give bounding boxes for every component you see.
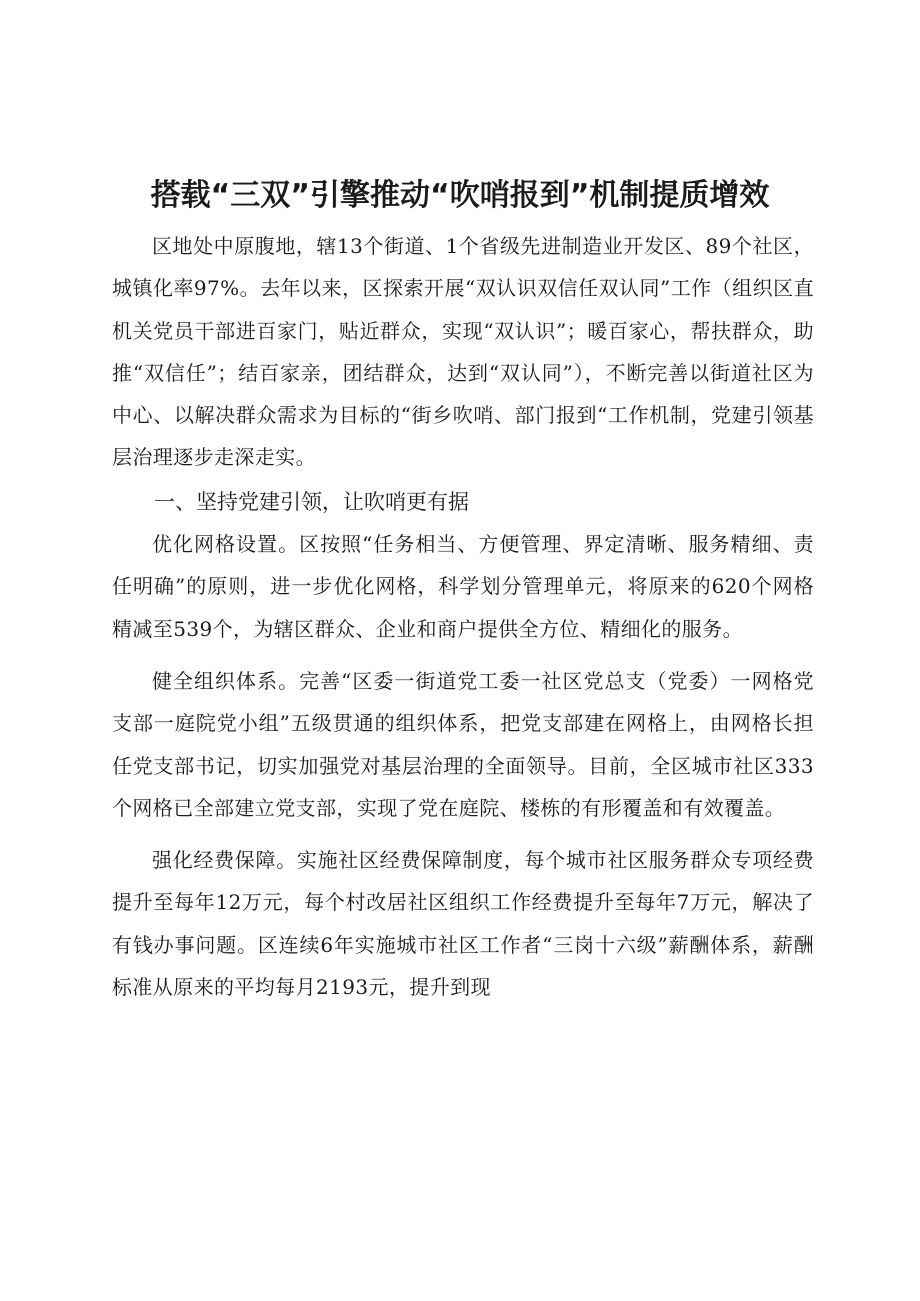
paragraph-grid-setting: 优化网格设置。区按照“任务相当、方便管理、界定清晰、服务精细、责任明确”的原则，进一步优化网格，科学划分管理单元，将原来的620个网格精减至539个，为辖区群众、企业和商户提供全方位、精细化的服务。: [112, 532, 814, 641]
document-body: [112, 225, 814, 1008]
section-heading: 一、坚持党建引领，让吹哨更有据: [154, 489, 469, 514]
document-title: 搭载“三双”引擎推动“吹哨报到”机制提质增效: [150, 178, 770, 213]
paragraph-funding-guarantee: 强化经费保障。实施社区经费保障制度，每个城市社区服务群众专项经费提升至每年12万元，每个村改居社区组织工作经费提升至每年7万元，解决了有钱办事问题。区连续6年实施城市社区工作者“三岗十六级”薪酬体系，薪酬标准从原来的平均每月2193元，提升到现: [112, 848, 814, 1000]
intro-paragraph: 区地处中原腹地，辖13个街道、1个省级先进制造业开发区、89个社区，城镇化率97%。去年以来，区探索开展“双认识双信任双认同”工作（组织区直机关党员干部进百家门，贴近群众，实现“双认识”；暖百家心，帮扶群众，助推“双信任”；结百家亲，团结群众，达到“双认同”），不断完善以街道社区为中心、以解决群众需求为目标的“街乡吹哨、部门报到“工作机制，党建引领基层治理逐步走深走实。: [112, 234, 814, 470]
paragraph-organization-system: 健全组织体系。完善“区委一街道党工委一社区党总支（党委）一网格党支部一庭院党小组”五级贯通的组织体系，把党支部建在网格上，由网格长担任党支部书记，切实加强党对基层治理的全面领导。目前，全区城市社区333个网格已全部建立党支部，实现了党在庭院、楼栋的有形覆盖和有效覆盖。: [112, 668, 814, 820]
